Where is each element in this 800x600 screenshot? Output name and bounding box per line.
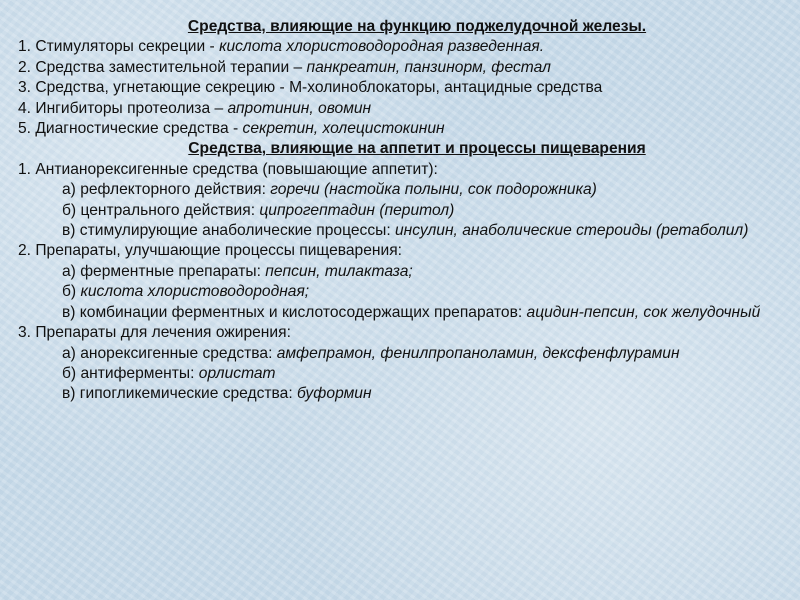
group-2-title: 2. Препараты, улучшающие процессы пищеварения: <box>18 242 402 260</box>
group-3-sub-c <box>18 384 788 404</box>
sub-drugs: амфепрамон, фенилпропаноламин, дексфенфлурамин <box>276 344 680 362</box>
group-2-sub-b <box>18 282 788 302</box>
group-2-sub-a <box>18 262 788 282</box>
sub-drugs: орлистат <box>198 364 276 382</box>
section1-item-4 <box>18 99 788 119</box>
section1-heading: Средства, влияющие на функцию поджелудочной железы. <box>187 18 647 35</box>
item-number: 4. <box>18 99 32 117</box>
group-1-sub-c <box>18 221 752 241</box>
group-1-sub-a <box>18 180 788 200</box>
sub-label: а) анорексигенные средства: <box>62 344 277 362</box>
group-1-title: 1. Антианорексигенные средства (повышающие аппетит): <box>18 160 438 178</box>
section1-item-2 <box>18 58 788 78</box>
sub-label: в) комбинации ферментных и кислотосодержащих препаратов: <box>62 303 527 321</box>
sub-drugs: кислота хлористоводородная; <box>80 283 310 301</box>
item-label: Диагностические средства - <box>35 120 243 138</box>
section1-item-1 <box>18 37 788 57</box>
group-1-sub-b <box>18 201 788 221</box>
sub-drugs: ципрогептадин (перитол) <box>259 201 455 219</box>
item-number: 5. <box>18 120 32 138</box>
group-2-sub-c <box>18 303 762 323</box>
item-number: 3. <box>18 79 32 97</box>
sub-label: б) антиферменты: <box>62 364 199 382</box>
item-label: Стимуляторы секреции - <box>35 38 220 56</box>
item-number: 1. <box>18 38 32 56</box>
group-3-title: 3. Препараты для лечения ожирения: <box>18 324 291 342</box>
sub-drugs: ацидин-пепсин, сок желудочный <box>526 303 761 321</box>
sub-drugs: буформин <box>297 385 372 403</box>
sub-label: б) <box>62 283 81 301</box>
sub-label: а) ферментные препараты: <box>62 262 266 280</box>
slide-content <box>18 17 788 405</box>
sub-label: в) стимулирующие анаболические процессы: <box>62 222 395 240</box>
group-3-sub-a <box>18 344 742 364</box>
sub-label: а) рефлекторного действия: <box>62 181 271 199</box>
section1-item-3 <box>18 78 788 98</box>
section1-item-5 <box>18 119 788 139</box>
item-drugs: панкреатин, панзинорм, фестал <box>306 58 551 76</box>
item-label: Ингибиторы протеолиза – <box>35 99 228 117</box>
item-label: Средства заместительной терапии – <box>35 58 307 76</box>
item-drugs: секретин, холецистокинин <box>242 120 445 138</box>
sub-drugs: пепсин, тилактаза; <box>265 262 413 280</box>
sub-label: б) центрального действия: <box>62 201 260 219</box>
group-3-sub-b <box>18 364 788 384</box>
sub-label: в) гипогликемические средства: <box>62 385 297 403</box>
section2-heading: Средства, влияющие на аппетит и процессы пищеварения <box>188 140 646 158</box>
item-label: Средства, угнетающие секрецию - М-холиноблокаторы, антацидные средства <box>35 79 603 97</box>
item-drugs: апротинин, овомин <box>227 99 372 117</box>
sub-drugs: инсулин, анаболические стероиды (ретаболил) <box>395 222 749 240</box>
item-number: 2. <box>18 58 32 76</box>
sub-drugs: горечи (настойка полыни, сок подорожника) <box>270 181 597 199</box>
item-drugs: кислота хлористоводородная разведенная. <box>219 38 545 56</box>
